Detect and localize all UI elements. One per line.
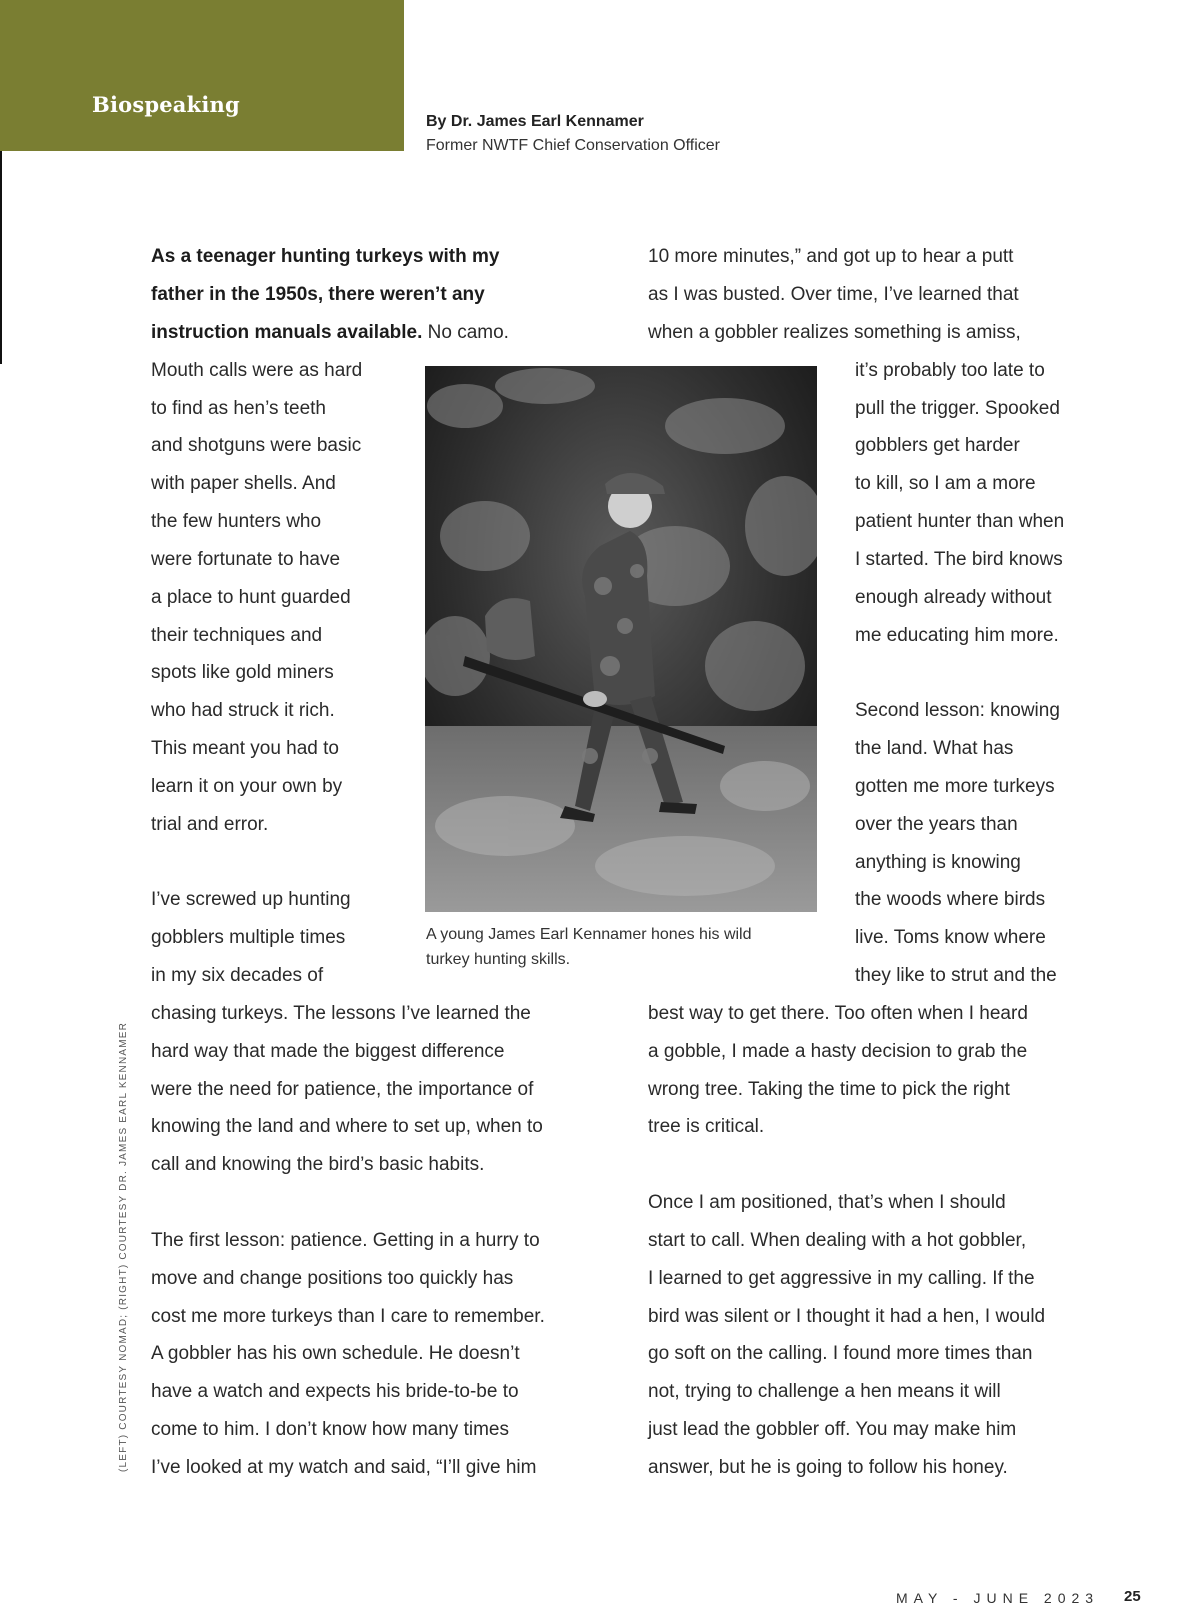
body-line: just lead the gobbler off. You may make him (648, 1419, 1017, 1440)
body-line: the few hunters who (151, 511, 322, 532)
body-line: in my six decades of (151, 965, 324, 986)
body-line: live. Toms know where (855, 927, 1046, 948)
body-line: it’s probably too late to (855, 360, 1045, 381)
byline-role: Former NWTF Chief Conservation Officer (426, 137, 720, 154)
body-line: Second lesson: knowing (855, 700, 1060, 721)
body-line: and shotguns were basic (151, 435, 362, 456)
photo-caption (426, 922, 826, 972)
photo-credit: (LEFT) COURTESY NOMAD; (RIGHT) COURTESY DR. JAMES EARL KENNAMER (118, 1021, 129, 1472)
photo-caption-line: A young James Earl Kennamer hones his wild (426, 926, 752, 943)
body-line: wrong tree. Taking the time to pick the right (648, 1079, 1010, 1100)
body-line: I’ve screwed up hunting (151, 889, 351, 910)
body-line: anything is knowing (855, 852, 1021, 873)
section-title: Biospeaking (92, 92, 240, 117)
body-line: the land. What has (855, 738, 1014, 759)
body-line: knowing the land and where to set up, when to (151, 1116, 543, 1137)
body-line: A gobbler has his own schedule. He doesn’t (151, 1343, 520, 1364)
body-line: were fortunate to have (151, 549, 341, 570)
body-line: their techniques and (151, 625, 323, 646)
body-line: gotten me more turkeys (855, 776, 1055, 797)
body-line: come to him. I don’t know how many times (151, 1419, 509, 1440)
hunter-photo-illustration (425, 366, 817, 912)
body-line: best way to get there. Too often when I heard (648, 1003, 1028, 1024)
body-line: move and change positions too quickly has (151, 1268, 514, 1289)
body-line: to kill, so I am a more (855, 473, 1036, 494)
body-line: spots like gold miners (151, 662, 334, 683)
body-line: bird was silent or I thought it had a hen, I would (648, 1306, 1046, 1327)
body-line: answer, but he is going to follow his honey. (648, 1457, 1008, 1478)
body-line: the woods where birds (855, 889, 1046, 910)
page-number: 25 (1124, 1588, 1141, 1605)
body-line: chasing turkeys. The lessons I’ve learned the (151, 1003, 531, 1024)
body-line: gobblers get harder (855, 435, 1020, 456)
body-line: gobblers multiple times (151, 927, 346, 948)
body-line: call and knowing the bird’s basic habits. (151, 1154, 485, 1175)
body-line: The first lesson: patience. Getting in a hurry to (151, 1230, 540, 1251)
body-line: patient hunter than when (855, 511, 1065, 532)
body-line: learn it on your own by (151, 776, 343, 797)
body-line: when a gobbler realizes something is amiss, (648, 322, 1021, 343)
body-line: start to call. When dealing with a hot gobbler, (648, 1230, 1027, 1251)
body-line: over the years than (855, 814, 1018, 835)
byline (426, 110, 720, 158)
intro-line: instruction manuals available. No camo. (151, 322, 509, 343)
body-line: Once I am positioned, that’s when I should (648, 1192, 1006, 1213)
body-line: they like to strut and the (855, 965, 1057, 986)
body-line: as I was busted. Over time, I’ve learned that (648, 284, 1019, 305)
body-line: to find as hen’s teeth (151, 398, 326, 419)
intro-line: father in the 1950s, there weren’t any (151, 284, 485, 305)
body-line: me educating him more. (855, 625, 1059, 646)
body-line: not, trying to challenge a hen means it will (648, 1381, 1001, 1402)
body-line: go soft on the calling. I found more times than (648, 1343, 1033, 1364)
byline-author: By Dr. James Earl Kennamer (426, 113, 644, 130)
body-line: enough already without (855, 587, 1052, 608)
body-line: Mouth calls were as hard (151, 360, 363, 381)
body-line: a gobble, I made a hasty decision to grab the (648, 1041, 1028, 1062)
section-header-band (0, 0, 404, 151)
body-line: I’ve looked at my watch and said, “I’ll give him (151, 1457, 537, 1478)
body-line: were the need for patience, the importance of (151, 1079, 534, 1100)
body-line: who had struck it rich. (151, 700, 335, 721)
issue-date: MAY - JUNE 2023 (896, 1590, 1100, 1606)
body-line: tree is critical. (648, 1116, 765, 1137)
body-line: This meant you had to (151, 738, 339, 759)
body-line: hard way that made the biggest difference (151, 1041, 505, 1062)
photo-caption-line: turkey hunting skills. (426, 951, 571, 968)
body-line: 10 more minutes,” and got up to hear a putt (648, 246, 1014, 267)
body-line: with paper shells. And (151, 473, 336, 494)
body-line: I started. The bird knows (855, 549, 1063, 570)
left-margin-rule (0, 151, 2, 364)
body-line: cost me more turkeys than I care to remember. (151, 1306, 545, 1327)
body-line: have a watch and expects his bride-to-be to (151, 1381, 519, 1402)
hunter-photo (425, 366, 817, 912)
body-line: trial and error. (151, 814, 269, 835)
intro-line: As a teenager hunting turkeys with my (151, 246, 500, 267)
body-line: a place to hunt guarded (151, 587, 351, 608)
body-line: I learned to get aggressive in my calling. If the (648, 1268, 1035, 1289)
body-line: pull the trigger. Spooked (855, 398, 1060, 419)
